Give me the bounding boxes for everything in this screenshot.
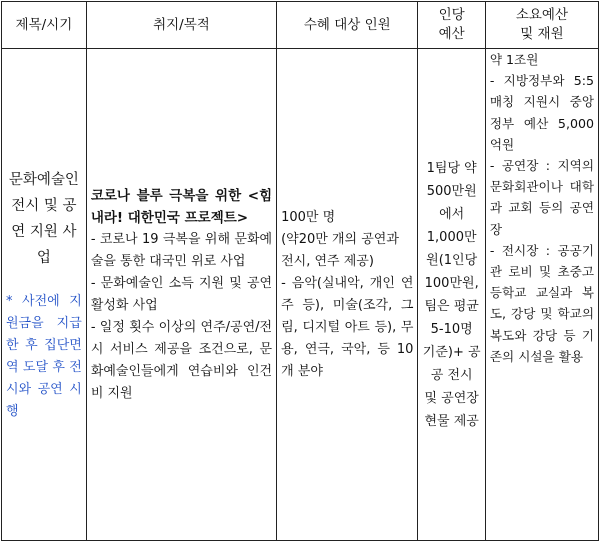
header-beneficiaries: 수혜 대상 인원 (277, 2, 418, 49)
header-per-person-line2: 예산 (438, 26, 465, 42)
per-person-budget-cell (418, 49, 485, 541)
budget-item: - 전시장 : 공공기관 로비 및 초중고등학교 교실과 복도, 강당 및 학교의 복도와 강당 등 기존의 시설을 활용 (489, 242, 594, 364)
purpose-cell (86, 49, 276, 541)
purpose-item: - 일정 횟수 이상의 연주/공연/전시 서비스 제공을 조건으로, 문화예술인들에게 연습비와 인건비 지원 (90, 319, 273, 401)
beneficiary-detail: (약20만 개의 공연과 전시, 연주 제공) (281, 231, 399, 269)
program-title: 문화예술인 전시 및 공연 지원 사업 (8, 171, 79, 266)
header-row (2, 2, 599, 49)
budget-item: - 지방정부와 5:5 매칭 지원시 중앙정부 예산 5,000억원 (489, 73, 594, 152)
program-table (1, 1, 599, 541)
purpose-item: - 문화예술인 소득 지원 및 공연 활성화 사업 (90, 275, 273, 313)
table-row (2, 49, 599, 541)
total-budget: 약 1조원 (489, 52, 539, 67)
header-purpose: 취지/목적 (86, 2, 276, 49)
header-title-period: 제목/시기 (2, 2, 87, 49)
header-per-person-budget (418, 2, 485, 49)
total-budget-cell (485, 49, 598, 541)
per-person-budget: 1팀당 약 500만원에서 1,000만원(1인당 100만원, 팀은 평균 5-10명 기준)+ 공공 전시 및 공연장 현물 제공 (422, 160, 481, 429)
beneficiary-fields: - 음악(실내악, 개인 연주 등), 미술(조각, 그림, 디지털 아트 등), 무용, 연극, 국악, 등 10개 분야 (281, 275, 414, 379)
budget-item: - 공연장 : 지역의 문화회관이나 대학과 교회 등의 공연장 (489, 158, 594, 237)
header-per-person-line1: 인당 (438, 7, 465, 23)
title-cell (2, 49, 87, 541)
purpose-title: 코로나 블루 극복을 위한 <힘내라! 대한민국 프로젝트> (90, 187, 273, 226)
purpose-item: - 코로나 19 극복을 위해 문화예술을 통한 대국민 위로 사업 (90, 231, 273, 269)
header-total-budget (485, 2, 598, 49)
beneficiary-cell (277, 49, 418, 541)
header-total-budget-line2: 및 재원 (520, 26, 564, 42)
beneficiary-count: 100만 명 (281, 209, 336, 225)
program-note: * 사전에 지원금을 지급한 후 집단면역 도달 후 전시와 공연 시행 (6, 293, 82, 419)
header-total-budget-line1: 소요예산 (515, 7, 569, 23)
